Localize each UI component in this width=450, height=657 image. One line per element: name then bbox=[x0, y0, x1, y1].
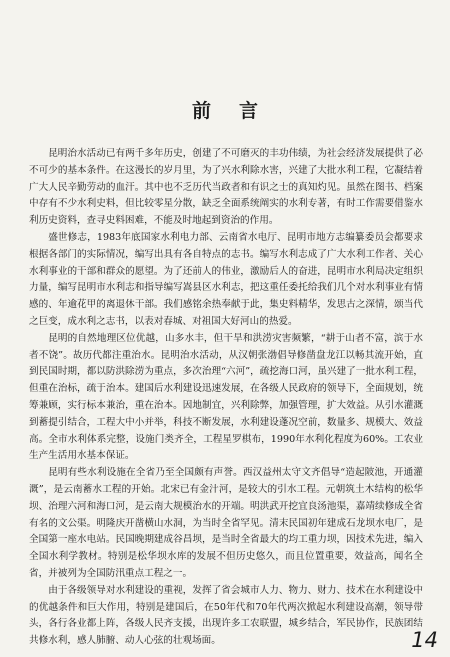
paragraph: 由于各级领导对水利建设的重视，发挥了省会城市人力、物力、财力、技术在水利建设中的优越条件和巨大作用，特别是建国后，在50年代和70年代两次掀起水利建设高潮，领导带头，各行各业都上阵，各级人民齐支援，出现许多工农联盟，城乡结合，军民协作，民族团结共修水利，感人肺腑、动人心弦的壮观场面。 bbox=[29, 584, 423, 647]
paragraph: 昆明治水活动已有两千多年历史，创建了不可磨灭的丰功伟绩，为社会经济发展提供了必不可少的基本条件。在这漫长的岁月里，为了兴水利除水害，兴建了大批水利工程，它凝结着广大人民辛勤劳动的血汗。其中也不乏历代当政者和有识之士的真知灼见。虽然在图书、档案中存有不少水利史料，但比较零星分散，缺乏全面系统阐实的水利专著，有时工作需要借鉴水利历史资料，查寻史料困难，不能及时地起到资治的作用。 bbox=[29, 148, 423, 227]
preface-body bbox=[29, 146, 423, 650]
paragraph: 昆明有些水利设施在全省乃至全国颇有声誉。西汉益州太守文齐倡导“造起陂池，开通灌溉”，是云南蓄水工程的开始。北宋已有金汁河，是较大的引水工程。元朝筑土木结构的松华坝、治理六河和海口河，是云南大规模治水的开端。明洪武开挖宜良汤池渠，嘉靖续修成全省有名的文公渠。明隆庆开凿横山水洞，为当时全省罕见。清末民国初年建成石龙坝水电厂，是全国第一座水电站。民国晚期建成谷昌坝，是当时全省最大的均工重力坝，因技术先进，编入全国水利学教材。特别是松华坝水库的发展不但历史悠久，而且位置重要，效益高，闻名全省，并被列为全国防汛重点工程之一。 bbox=[29, 467, 423, 579]
paragraph: 昆明的自然地理区位优越，山多水丰，但干旱和洪涝灾害频繁，“耕于山者不富，滨于水者不饶”。故历代都注重治水。昆明治水活动，从汉朝张渤倡导修凿盘龙江以畅其流开始，直到民国时期，都以防洪除涝为重点，多次治理“六河”，疏挖海口河，虽兴建了一批水利工程，但重在治标，疏于治本。建国后水利建设迅速发展，在各级人民政府的领导下，全面规划，统筹兼顾，实行标本兼治，重在治本。因地制宜，兴利除弊，加强管理，扩大效益。从引水灌溉到蓄提引结合，工程大中小并举，科技不断发展，水利建设蓬况空前，数量多、规模大、效益高。全市水利体系完整，设施门类齐全，工程星罗棋布，1990年水利化程度为60%。工农业生产生活用水基本保证。 bbox=[29, 332, 423, 462]
paragraph: 盛世修志，1983年底国家水利电力部、云南省水电厅、昆明市地方志编纂委员会都要求根据各部门的实际情况，编写出具有各自特点的志书。编写水利志成了广大水利工作者、关心水利事业的干部和群众的愿望。为了还前人的伟业，激励后人的奋进，昆明市水利局决定组织力量，编写昆明市水利志和指导编写嵩县区水利志，把这重任委托给我们几个对水利事业有情感的、年逾花甲的离退休干部。我们感铭余热奉献于此，集史料精华，发思古之深情，颂当代之巨变，成水利之志书，以表对春城、对祖国大好河山的热爱。 bbox=[29, 231, 423, 327]
page-title: 前言 bbox=[191, 100, 286, 122]
page-number: 14 bbox=[411, 628, 438, 652]
